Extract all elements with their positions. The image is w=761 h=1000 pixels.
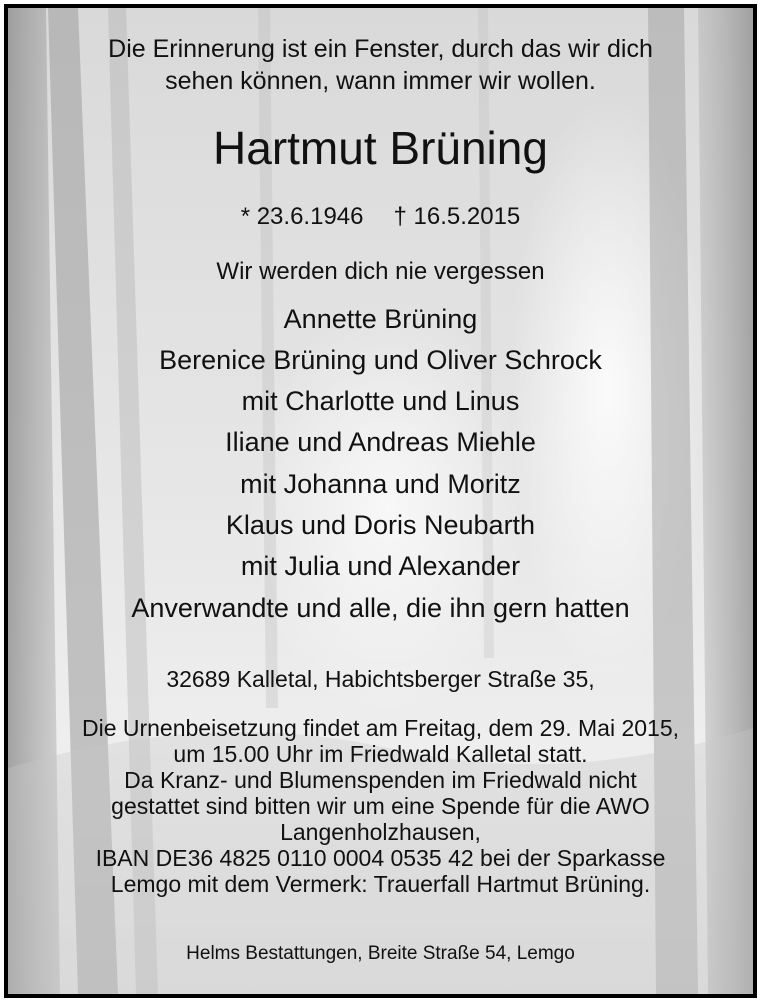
life-dates xyxy=(8,203,753,231)
info-line: IBAN DE36 4825 0110 0004 0535 42 bei der Sparkasse xyxy=(95,845,666,871)
family-line: mit Johanna und Moritz xyxy=(240,469,521,499)
family-line: Berenice Brüning und Oliver Schrock xyxy=(159,345,602,375)
obituary-notice xyxy=(4,4,757,998)
remembrance-line: Wir werden dich nie vergessen xyxy=(216,258,545,285)
info-line: Lemgo mit dem Vermerk: Trauerfall Hartmut Brüning. xyxy=(110,871,651,897)
deceased-name: Hartmut Brüning xyxy=(213,122,548,174)
funeral-home-footer: Helms Bestattungen, Breite Straße 54, Lemgo xyxy=(186,943,575,964)
info-line: Langenholzhausen, xyxy=(280,819,481,845)
family-line: mit Charlotte und Linus xyxy=(241,386,520,416)
info-line: um 15.00 Uhr im Friedwald Kalletal statt. xyxy=(173,741,588,767)
family-line: Anverwandte und alle, die ihn gern hatten xyxy=(131,593,630,623)
motto-line-2: sehen können, wann immer wir wollen. xyxy=(165,67,596,95)
birth-date: * 23.6.1946 xyxy=(240,203,364,230)
info-line: Die Urnenbeisetzung findet am Freitag, dem 29. Mai 2015, xyxy=(81,715,680,741)
family-line: mit Julia und Alexander xyxy=(240,551,521,581)
info-line: Da Kranz- und Blumenspenden im Friedwald nicht xyxy=(124,767,637,793)
family-line: Annette Brüning xyxy=(283,304,478,334)
family-line: Iliane und Andreas Miehle xyxy=(225,427,536,457)
info-line: gestattet sind bitten wir um eine Spende für die AWO xyxy=(111,793,650,819)
motto-line-1: Die Erinnerung ist ein Fenster, durch das wir dich xyxy=(108,35,653,63)
family-line: Klaus und Doris Neubarth xyxy=(225,510,536,540)
address-line: 32689 Kalletal, Habichtsberger Straße 35, xyxy=(166,666,595,692)
death-date: † 16.5.2015 xyxy=(393,203,521,230)
